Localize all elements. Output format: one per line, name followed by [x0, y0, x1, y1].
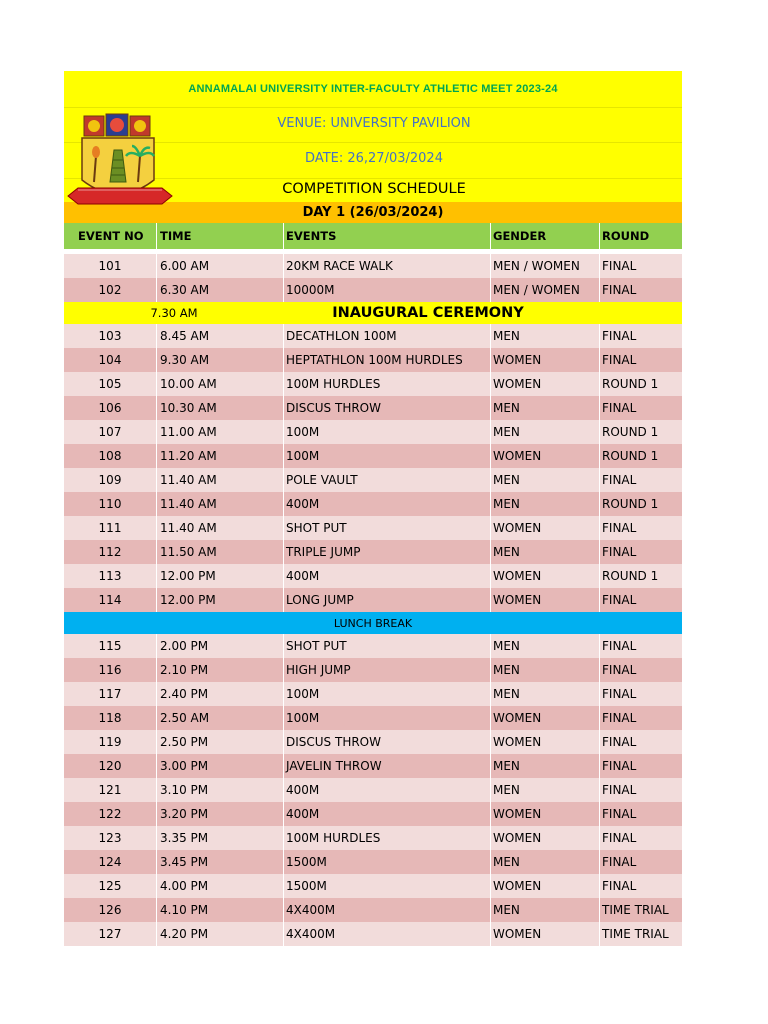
- event-cell: 100M: [284, 420, 491, 444]
- event-cell: 400M: [284, 492, 491, 516]
- event-no-cell: 125: [64, 874, 157, 898]
- event-cell: 20KM RACE WALK: [284, 254, 491, 278]
- time-cell: 3.20 PM: [157, 802, 284, 826]
- table-row: [64, 826, 682, 850]
- gender-cell: WOMEN: [491, 564, 600, 588]
- round-cell: FINAL: [602, 473, 637, 487]
- competition-schedule-title: COMPETITION SCHEDULE: [282, 181, 466, 197]
- table-row: [64, 802, 682, 826]
- time-cell: 4.00 PM: [157, 874, 284, 898]
- event-cell: JAVELIN THROW: [284, 754, 491, 778]
- round-cell: TIME TRIAL: [602, 903, 669, 917]
- round-cell: FINAL: [602, 593, 637, 607]
- time-cell: 8.45 AM: [157, 324, 284, 348]
- round-cell: FINAL: [602, 711, 637, 725]
- round-cell: FINAL: [602, 353, 637, 367]
- round-cell: ROUND 1: [602, 497, 659, 511]
- event-cell: 100M HURDLES: [284, 826, 491, 850]
- gender-cell: WOMEN: [491, 874, 600, 898]
- event-cell: SHOT PUT: [284, 634, 491, 658]
- gender-cell: MEN: [491, 492, 600, 516]
- round-cell: FINAL: [602, 639, 637, 653]
- gender-cell: WOMEN: [491, 922, 600, 946]
- round-cell: FINAL: [602, 283, 637, 297]
- time-cell: 3.35 PM: [157, 826, 284, 850]
- table-row: [64, 658, 682, 682]
- event-no-cell: 101: [64, 254, 157, 278]
- gender-cell: MEN: [491, 540, 600, 564]
- event-cell: 100M: [284, 682, 491, 706]
- gender-cell: MEN: [491, 468, 600, 492]
- event-cell: HEPTATHLON 100M HURDLES: [284, 348, 491, 372]
- rows-group-morning: [64, 254, 682, 302]
- time-cell: 2.00 PM: [157, 634, 284, 658]
- rows-group-afternoon: [64, 634, 682, 946]
- date-text: DATE: 26,27/03/2024: [305, 151, 443, 166]
- event-cell: 1500M: [284, 874, 491, 898]
- time-cell: 3.45 PM: [157, 850, 284, 874]
- time-cell: 2.50 PM: [157, 730, 284, 754]
- table-row: [64, 516, 682, 540]
- event-cell: 400M: [284, 564, 491, 588]
- time-cell: 11.40 AM: [157, 516, 284, 540]
- day-heading: DAY 1 (26/03/2024): [64, 202, 682, 223]
- event-no-cell: 108: [64, 444, 157, 468]
- event-no-cell: 126: [64, 898, 157, 922]
- table-row: [64, 898, 682, 922]
- event-no-cell: 124: [64, 850, 157, 874]
- gender-cell: WOMEN: [491, 730, 600, 754]
- table-row: [64, 372, 682, 396]
- col-time: TIME: [157, 223, 284, 249]
- table-row: [64, 420, 682, 444]
- gender-cell: MEN: [491, 396, 600, 420]
- event-no-cell: 117: [64, 682, 157, 706]
- gender-cell: WOMEN: [491, 826, 600, 850]
- event-no-cell: 122: [64, 802, 157, 826]
- gender-cell: WOMEN: [491, 516, 600, 540]
- round-cell: FINAL: [602, 831, 637, 845]
- event-no-cell: 120: [64, 754, 157, 778]
- event-no-cell: 112: [64, 540, 157, 564]
- inaugural-row: [64, 302, 682, 324]
- time-cell: 2.50 AM: [157, 706, 284, 730]
- event-no-cell: 110: [64, 492, 157, 516]
- time-cell: 2.10 PM: [157, 658, 284, 682]
- time-cell: 2.40 PM: [157, 682, 284, 706]
- event-no-cell: 109: [64, 468, 157, 492]
- table-row: [64, 348, 682, 372]
- event-cell: LONG JUMP: [284, 588, 491, 612]
- table-row: [64, 754, 682, 778]
- time-cell: 11.00 AM: [157, 420, 284, 444]
- table-row: [64, 730, 682, 754]
- event-no-cell: 121: [64, 778, 157, 802]
- round-cell: FINAL: [602, 783, 637, 797]
- round-cell: FINAL: [602, 759, 637, 773]
- gender-cell: WOMEN: [491, 802, 600, 826]
- table-row: [64, 850, 682, 874]
- time-cell: 11.40 AM: [157, 492, 284, 516]
- gender-cell: WOMEN: [491, 588, 600, 612]
- gender-cell: MEN / WOMEN: [491, 278, 600, 302]
- venue-text: VENUE: UNIVERSITY PAVILION: [277, 116, 471, 131]
- round-cell: FINAL: [602, 855, 637, 869]
- gender-cell: WOMEN: [491, 348, 600, 372]
- event-no-cell: 102: [64, 278, 157, 302]
- event-no-cell: 115: [64, 634, 157, 658]
- event-no-cell: 114: [64, 588, 157, 612]
- event-cell: TRIPLE JUMP: [284, 540, 491, 564]
- header-block: [64, 108, 682, 202]
- meet-title: ANNAMALAI UNIVERSITY INTER-FACULTY ATHLETIC MEET 2023-24: [64, 71, 682, 108]
- event-no-cell: 127: [64, 922, 157, 946]
- time-cell: 11.40 AM: [157, 468, 284, 492]
- event-no-cell: 103: [64, 324, 157, 348]
- gender-cell: MEN: [491, 778, 600, 802]
- round-cell: FINAL: [602, 259, 637, 273]
- event-cell: 10000M: [284, 278, 491, 302]
- gender-cell: MEN: [491, 850, 600, 874]
- gender-cell: MEN: [491, 634, 600, 658]
- event-cell: SHOT PUT: [284, 516, 491, 540]
- event-cell: 4X400M: [284, 898, 491, 922]
- gender-cell: WOMEN: [491, 372, 600, 396]
- round-cell: FINAL: [602, 663, 637, 677]
- table-row: [64, 588, 682, 612]
- time-cell: 9.30 AM: [157, 348, 284, 372]
- event-cell: 400M: [284, 802, 491, 826]
- time-cell: 4.10 PM: [157, 898, 284, 922]
- gender-cell: WOMEN: [491, 706, 600, 730]
- event-cell: 4X400M: [284, 922, 491, 946]
- event-cell: 100M: [284, 706, 491, 730]
- round-cell: FINAL: [602, 401, 637, 415]
- table-row: [64, 706, 682, 730]
- event-no-cell: 107: [64, 420, 157, 444]
- inaugural-time: 7.30 AM: [150, 306, 198, 320]
- event-cell: DECATHLON 100M: [284, 324, 491, 348]
- gender-cell: MEN: [491, 682, 600, 706]
- time-cell: 6.00 AM: [157, 254, 284, 278]
- time-cell: 4.20 PM: [157, 922, 284, 946]
- gender-cell: MEN: [491, 324, 600, 348]
- gender-cell: MEN: [491, 420, 600, 444]
- table-row: [64, 444, 682, 468]
- event-no-cell: 116: [64, 658, 157, 682]
- schedule-sheet: [64, 71, 682, 946]
- col-gender: GENDER: [491, 223, 600, 249]
- time-cell: 6.30 AM: [157, 278, 284, 302]
- time-cell: 10.30 AM: [157, 396, 284, 420]
- time-cell: 12.00 PM: [157, 564, 284, 588]
- time-cell: 12.00 PM: [157, 588, 284, 612]
- event-no-cell: 105: [64, 372, 157, 396]
- round-cell: FINAL: [602, 735, 637, 749]
- event-cell: DISCUS THROW: [284, 730, 491, 754]
- round-cell: ROUND 1: [602, 569, 659, 583]
- table-row: [64, 254, 682, 278]
- table-row: [64, 564, 682, 588]
- time-cell: 11.50 AM: [157, 540, 284, 564]
- table-row: [64, 468, 682, 492]
- table-row: [64, 278, 682, 302]
- gender-cell: MEN / WOMEN: [491, 254, 600, 278]
- event-cell: DISCUS THROW: [284, 396, 491, 420]
- table-row: [64, 634, 682, 658]
- gender-cell: MEN: [491, 658, 600, 682]
- table-row: [64, 778, 682, 802]
- event-no-cell: 106: [64, 396, 157, 420]
- table-row: [64, 324, 682, 348]
- col-round: ROUND: [602, 229, 650, 243]
- round-cell: ROUND 1: [602, 449, 659, 463]
- event-no-cell: 111: [64, 516, 157, 540]
- event-no-cell: 119: [64, 730, 157, 754]
- round-cell: ROUND 1: [602, 425, 659, 439]
- round-cell: FINAL: [602, 879, 637, 893]
- time-cell: 3.00 PM: [157, 754, 284, 778]
- event-no-cell: 104: [64, 348, 157, 372]
- time-cell: 11.20 AM: [157, 444, 284, 468]
- table-row: [64, 396, 682, 420]
- round-cell: FINAL: [602, 521, 637, 535]
- lunch-break-row: LUNCH BREAK: [64, 612, 682, 634]
- event-cell: 100M: [284, 444, 491, 468]
- col-events: EVENTS: [284, 223, 491, 249]
- round-cell: TIME TRIAL: [602, 927, 669, 941]
- table-row: [64, 492, 682, 516]
- event-cell: POLE VAULT: [284, 468, 491, 492]
- table-row: [64, 874, 682, 898]
- event-no-cell: 113: [64, 564, 157, 588]
- gender-cell: WOMEN: [491, 444, 600, 468]
- rows-group-forenoon: [64, 324, 682, 612]
- event-cell: 100M HURDLES: [284, 372, 491, 396]
- event-cell: 1500M: [284, 850, 491, 874]
- round-cell: FINAL: [602, 545, 637, 559]
- time-cell: 3.10 PM: [157, 778, 284, 802]
- table-row: [64, 540, 682, 564]
- event-no-cell: 123: [64, 826, 157, 850]
- table-row: [64, 922, 682, 946]
- round-cell: FINAL: [602, 807, 637, 821]
- col-event-no: EVENT NO: [64, 223, 157, 249]
- event-cell: HIGH JUMP: [284, 658, 491, 682]
- round-cell: FINAL: [602, 329, 637, 343]
- event-no-cell: 118: [64, 706, 157, 730]
- university-logo-icon: [66, 110, 174, 210]
- inaugural-label: INAUGURAL CEREMONY: [332, 305, 524, 321]
- time-cell: 10.00 AM: [157, 372, 284, 396]
- round-cell: FINAL: [602, 687, 637, 701]
- round-cell: ROUND 1: [602, 377, 659, 391]
- gender-cell: MEN: [491, 754, 600, 778]
- gender-cell: MEN: [491, 898, 600, 922]
- table-header: [64, 223, 682, 249]
- table-row: [64, 682, 682, 706]
- event-cell: 400M: [284, 778, 491, 802]
